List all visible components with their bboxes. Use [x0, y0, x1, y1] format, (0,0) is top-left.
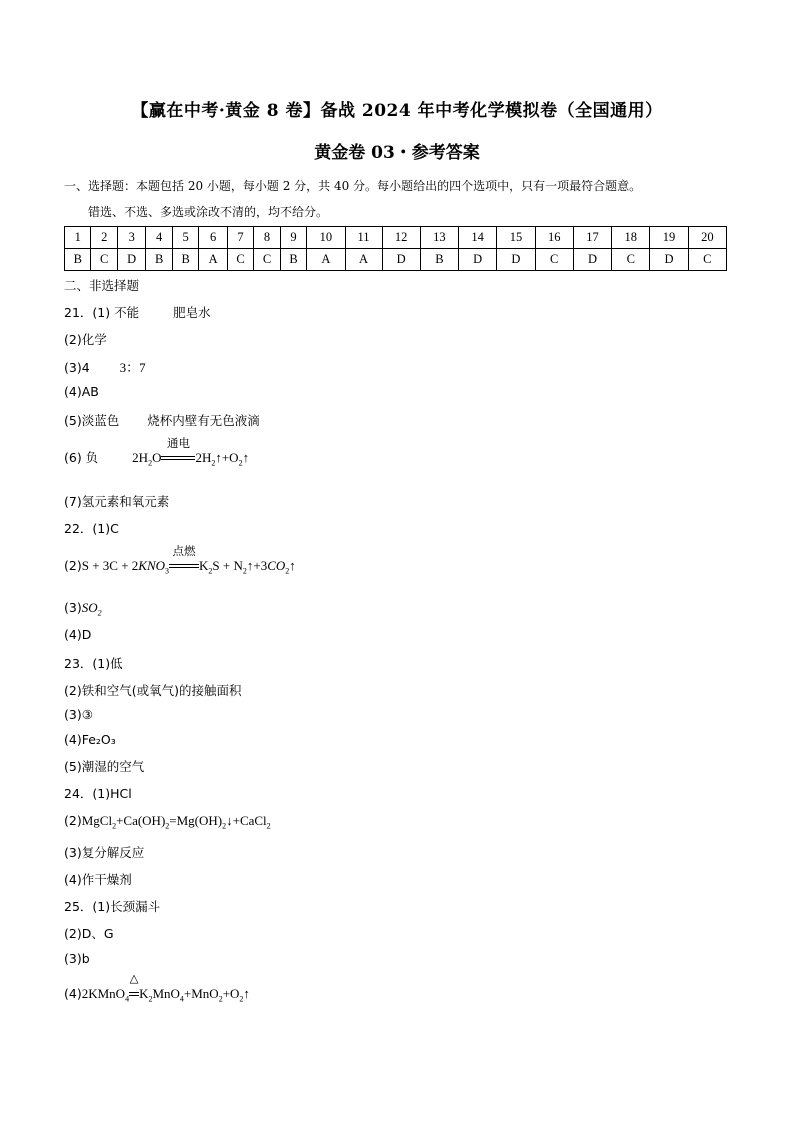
answer-24-1: 24．(1)HCl [64, 786, 132, 801]
reaction-condition: 通电 [166, 436, 190, 450]
answer-table-answer-cell: B [172, 249, 198, 271]
answer-text: (4) [64, 986, 82, 1001]
answer-table-answer-cell: A [307, 249, 345, 271]
answer-table-number-cell: 2 [91, 227, 117, 249]
answer-table-answer-cell: C [91, 249, 117, 271]
answer-25-3: (3)b [64, 951, 90, 966]
answer-25-1: 25．(1)长颈漏斗 [64, 899, 161, 914]
answer-21-7: (7)氢元素和氧元素 [64, 494, 170, 509]
answer-table-answer-cell: A [199, 249, 227, 271]
answer-table-number-cell: 19 [650, 227, 688, 249]
answer-22-3 [64, 600, 102, 618]
section-choice-instructions [64, 173, 744, 225]
page-subtitle: 黄金卷 03・参考答案 [314, 143, 480, 163]
answer-22-1: 22．(1)C [64, 521, 119, 536]
answer-text: (6) 负 [64, 450, 99, 465]
answer-table-number-cell: 1 [65, 227, 91, 249]
answer-22-2 [64, 544, 296, 576]
instruction-line-1: 一、选择题：本题包括 20 小题，每小题 2 分，共 40 分。每小题给出的四个选项中，只有一项最符合题意。 [64, 179, 642, 193]
answer-table-number-cell: 20 [688, 227, 726, 249]
answer-table-answer-cell: B [65, 249, 91, 271]
answer-text: 3：7 [119, 360, 146, 375]
formula-so2: $SO_2$ [81, 600, 102, 618]
answer-25-2: (2)D、G [64, 926, 114, 941]
equation-gunpowder: $S + 3C + 2KNO_3$ 点燃 $K_2S$ + $N_2↑+3CO_2↑$ [81, 544, 296, 576]
page-title: 【赢在中考·黄金 8 卷】备战 2024 年中考化学模拟卷（全国通用） [131, 101, 663, 121]
answer-table-answer-cell: D [117, 249, 145, 271]
answer-table-answer-cell: D [650, 249, 688, 271]
answer-table-number-cell: 7 [227, 227, 253, 249]
answer-24-2 [64, 813, 271, 831]
answer-table-number-cell: 6 [199, 227, 227, 249]
answer-table-answer-cell: C [535, 249, 573, 271]
answer-table-answer-cell: C [688, 249, 726, 271]
answer-24-4: (4)作干燥剂 [64, 872, 132, 887]
answer-table-answer-cell: C [254, 249, 280, 271]
answer-table-number-cell: 4 [146, 227, 172, 249]
answer-table-number-cell: 17 [573, 227, 611, 249]
answer-text: (3)4 [64, 360, 90, 375]
answer-21-1 [64, 303, 211, 321]
answer-table-number-cell: 16 [535, 227, 573, 249]
answer-23-3: (3)③ [64, 707, 93, 722]
answer-table-answer-cell: D [459, 249, 497, 271]
answer-table-answer-cell: B [420, 249, 458, 271]
answer-24-3: (3)复分解反应 [64, 845, 145, 860]
answer-table-answer-cell: D [497, 249, 535, 271]
answer-text: 烧杯内壁有无色液滴 [147, 413, 260, 428]
answer-table-answer-cell: B [146, 249, 172, 271]
answer-table-number-cell: 9 [280, 227, 306, 249]
answer-text: (5)淡蓝色 [64, 413, 120, 428]
answer-23-2: (2)铁和空气(或氧气)的接触面积 [64, 683, 242, 698]
answer-text: 21．(1) 不能 [64, 305, 140, 320]
answer-23-5: (5)潮湿的空气 [64, 759, 145, 774]
answer-table-answer-cell: D [382, 249, 420, 271]
answer-21-4: (4)AB [64, 384, 99, 399]
answer-25-4 [64, 971, 250, 1004]
answer-table-answer-cell: C [227, 249, 253, 271]
answer-23-1: 23．(1)低 [64, 656, 123, 671]
answer-table-number-cell: 8 [254, 227, 280, 249]
instruction-line-2: 错选、不选、多选或涂改不清的，均不给分。 [88, 205, 329, 219]
answer-table-number-cell: 18 [612, 227, 650, 249]
answer-table-number-cell: 10 [307, 227, 345, 249]
answer-table-number-cell: 15 [497, 227, 535, 249]
equation-kmno4: 2KMnO$_4$ △ $K_2MnO_4+MnO_2+O_2↑$ [81, 971, 250, 1004]
answer-table [64, 226, 727, 271]
answer-text: (2) [64, 813, 82, 828]
answer-table-answer-cell: B [280, 249, 306, 271]
reaction-condition: 点燃 [172, 544, 196, 558]
answer-text: 肥皂水 [173, 305, 211, 320]
section2-heading: 二、非选择题 [64, 278, 140, 293]
answer-table-number-row [65, 227, 727, 249]
answer-table-number-cell: 14 [459, 227, 497, 249]
answer-table-number-cell: 11 [345, 227, 382, 249]
answer-21-5 [64, 411, 260, 429]
answer-22-4: (4)D [64, 627, 92, 642]
answer-table-answer-cell: A [345, 249, 382, 271]
answer-21-2: (2)化学 [64, 332, 107, 347]
answer-21-3 [64, 357, 146, 376]
answer-21-6 [64, 436, 250, 468]
equation-mgcl2: $MgCl_2+Ca(OH)_2=Mg(OH)_2↓+CaCl_2$ [81, 813, 271, 831]
answer-table-number-cell: 13 [420, 227, 458, 249]
answer-table-answer-cell: D [573, 249, 611, 271]
answer-table-answer-cell: C [612, 249, 650, 271]
equation-water-electrolysis: $2H_2O$ 通电 $2H_2↑+O_2↑$ [132, 436, 250, 468]
reaction-condition: △ [129, 971, 139, 985]
answer-23-4: (4)Fe₂O₃ [64, 732, 116, 747]
answer-table-number-cell: 3 [117, 227, 145, 249]
answer-text: (2) [64, 558, 82, 573]
answer-table-answer-row [65, 249, 727, 271]
answer-text: (3) [64, 600, 82, 615]
answer-table-number-cell: 12 [382, 227, 420, 249]
answer-table-number-cell: 5 [172, 227, 198, 249]
